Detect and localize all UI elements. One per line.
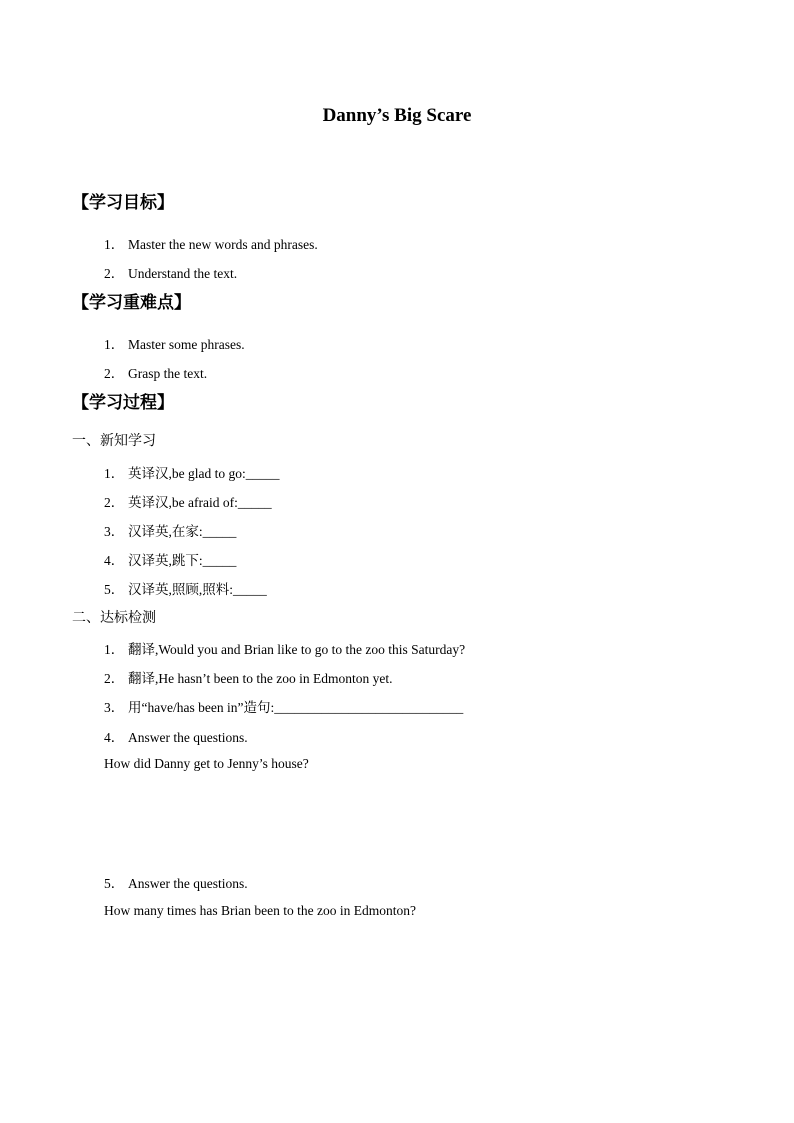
list-item [104,233,318,253]
item-number: 5． [104,582,125,597]
item-text: Master some phrases. [128,337,245,352]
item-number: 3． [104,700,125,715]
list-item [104,578,267,598]
item-text: Master the new words and phrases. [128,237,318,252]
subsection-heading-new-knowledge: 一、新知学习 [72,433,156,449]
item-number: 1． [104,466,125,481]
item-number: 2． [104,671,125,686]
list-item [104,872,248,892]
list-item [104,520,236,540]
subsection-heading-assessment: 二、达标检测 [72,610,156,626]
item-text: Grasp the text. [128,366,208,381]
question-text: How many times has Brian been to the zoo in Edmonton? [104,903,416,918]
item-text: 翻译,He hasn’t been to the zoo in Edmonton yet. [128,671,393,686]
list-item [104,549,236,569]
item-number: 4． [104,730,125,745]
item-number: 2． [104,366,125,381]
list-item [104,262,237,282]
item-number: 1． [104,642,125,657]
item-text: 翻译,Would you and Brian like to go to the zoo this Saturday? [128,642,466,657]
item-text: Answer the questions. [128,876,248,891]
list-item [104,696,463,716]
item-number: 2． [104,266,125,281]
list-item [104,462,280,482]
list-item [104,638,465,658]
item-number: 3． [104,524,125,539]
section-heading-key-points: 【学习重难点】 [72,293,191,313]
section-heading-goals: 【学习目标】 [72,193,174,213]
item-text: 用“have/has been in”造句:____________________________ [128,700,464,715]
item-number: 5． [104,876,125,891]
list-item [104,362,207,382]
item-number: 1． [104,237,125,252]
item-number: 4． [104,553,125,568]
item-text: 汉译英,照顾,照料:_____ [128,582,267,597]
section-heading-process: 【学习过程】 [72,393,174,413]
item-number: 2． [104,495,125,510]
item-text: 汉译英,在家:_____ [128,524,237,539]
item-text: 汉译英,跳下:_____ [128,553,237,568]
list-item [104,667,392,687]
page-title: Danny’s Big Scare [322,105,472,126]
item-text: Understand the text. [128,266,238,281]
list-item [104,491,272,511]
item-text: Answer the questions. [128,730,248,745]
item-text: 英译汉,be glad to go:_____ [128,466,280,481]
item-text: 英译汉,be afraid of:_____ [128,495,272,510]
list-item [104,726,248,746]
question-text: How did Danny get to Jenny’s house? [104,756,309,771]
list-item [104,333,245,353]
item-number: 1． [104,337,125,352]
